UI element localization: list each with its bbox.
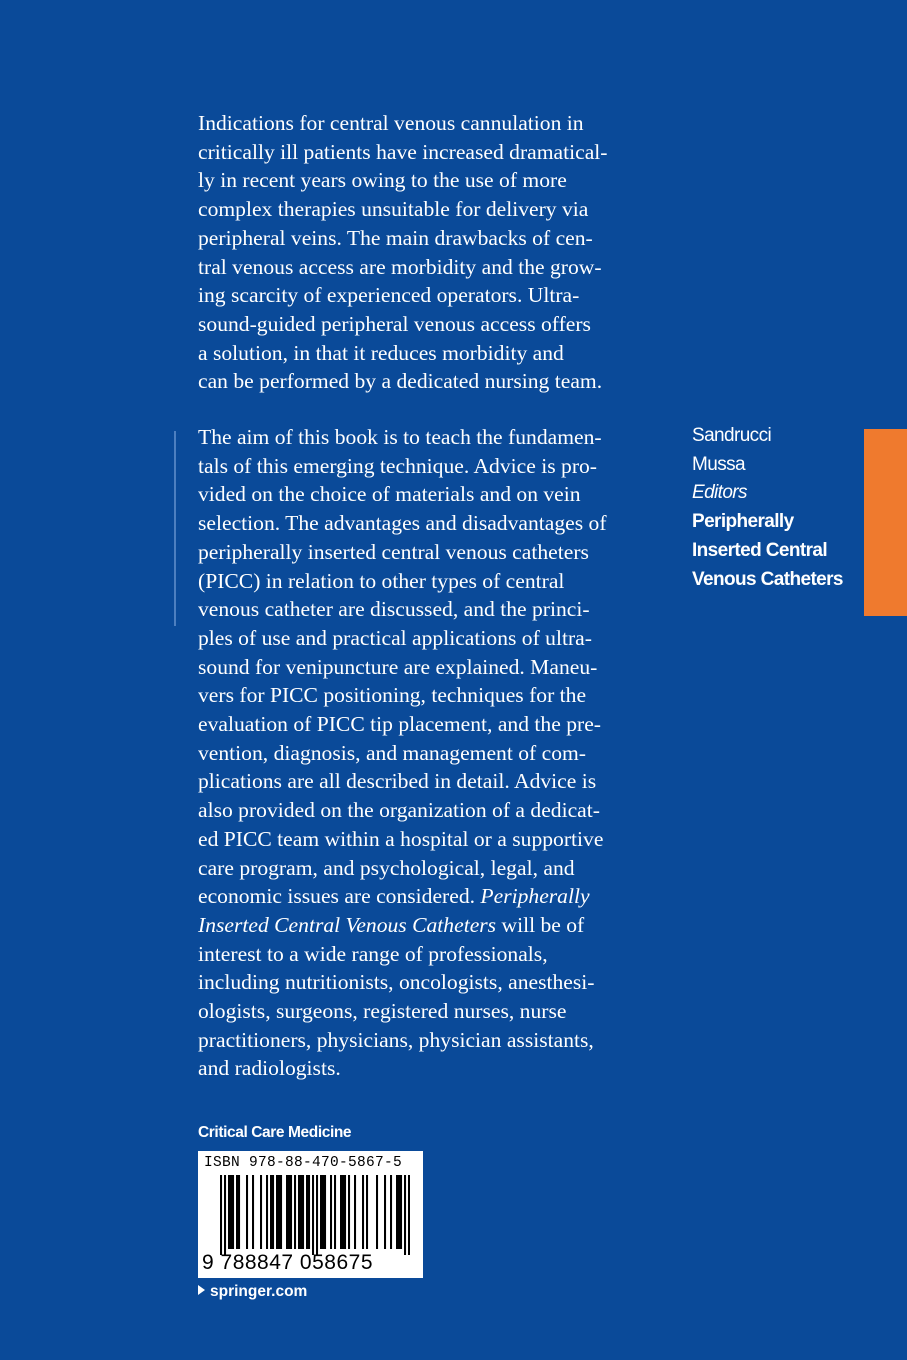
barcode-guard-bar bbox=[220, 1175, 222, 1255]
barcode-bar bbox=[322, 1175, 324, 1249]
barcode-guard-bar bbox=[316, 1175, 318, 1255]
barcode-bar bbox=[236, 1175, 238, 1249]
text-line: peripheral veins. The main drawbacks of cen- bbox=[198, 225, 593, 250]
vertical-rule bbox=[174, 431, 176, 626]
blurb-paragraph-1 bbox=[198, 109, 663, 396]
barcode-bar bbox=[400, 1175, 402, 1249]
barcode-bar bbox=[228, 1175, 230, 1249]
text-line: plications are all described in detail. Advice is bbox=[198, 769, 597, 794]
barcode-bar bbox=[278, 1175, 280, 1249]
series-name: Critical Care Medicine bbox=[198, 1124, 352, 1141]
barcode-guard-bar bbox=[312, 1175, 314, 1255]
book-title-line: Venous Catheters bbox=[692, 568, 843, 590]
text-line: including nutritionists, oncologists, anesthesi- bbox=[198, 970, 595, 995]
editor-name: Mussa bbox=[692, 453, 745, 475]
isbn-text: ISBN 978-88-470-5867-5 bbox=[204, 1155, 403, 1171]
barcode-bar bbox=[334, 1175, 336, 1249]
text-line: evaluation of PICC tip placement, and the pre- bbox=[198, 712, 601, 737]
barcode-bar bbox=[342, 1175, 344, 1249]
text-line: care program, and psychological, legal, and bbox=[198, 855, 575, 880]
barcode-bar bbox=[280, 1175, 282, 1249]
text-line: complex therapies unsuitable for delivery via bbox=[198, 197, 589, 222]
text-line: ples of use and practical applications of ultra- bbox=[198, 625, 592, 650]
barcode-bar bbox=[288, 1175, 290, 1249]
text-line: can be performed by a dedicated nursing team. bbox=[198, 369, 603, 394]
barcode-bar bbox=[344, 1175, 346, 1249]
barcode-bar bbox=[308, 1175, 310, 1249]
text-line: and radiologists. bbox=[198, 1056, 341, 1081]
text-line: tral venous access are morbidity and the grow- bbox=[198, 254, 602, 279]
barcode-guard-bar bbox=[224, 1175, 226, 1255]
barcode-bars bbox=[220, 1175, 410, 1255]
editor-name: Sandrucci bbox=[692, 425, 772, 446]
text-line: venous catheter are discussed, and the princi- bbox=[198, 597, 590, 622]
orange-edge-tab bbox=[864, 429, 907, 616]
barcode-guard-bar bbox=[408, 1175, 410, 1255]
text-line: The aim of this book is to teach the fundamen- bbox=[198, 425, 602, 449]
barcode-bar bbox=[396, 1175, 398, 1249]
barcode-bar bbox=[324, 1175, 326, 1249]
barcode-bar bbox=[232, 1175, 234, 1249]
barcode-bar bbox=[398, 1175, 400, 1249]
barcode-bar bbox=[384, 1175, 386, 1249]
book-title-line: Inserted Central bbox=[692, 539, 828, 561]
barcode-bar bbox=[300, 1175, 302, 1249]
barcode-bar bbox=[270, 1175, 272, 1249]
barcode-panel bbox=[198, 1151, 423, 1278]
book-title-italic: Peripherally bbox=[480, 884, 590, 909]
blurb-paragraph-2 bbox=[198, 423, 663, 1083]
barcode-bar bbox=[230, 1175, 232, 1249]
barcode-bar bbox=[306, 1175, 308, 1249]
barcode-bar bbox=[320, 1175, 322, 1249]
barcode-bar bbox=[354, 1175, 356, 1249]
text-line: sound for venipuncture are explained. Maneu- bbox=[198, 654, 598, 679]
text-line: a solution, in that it reduces morbidity and bbox=[198, 340, 564, 365]
text-line: vers for PICC positioning, techniques for the bbox=[198, 683, 587, 708]
side-title-block bbox=[692, 422, 843, 594]
text-line bbox=[198, 911, 663, 940]
text-line: ologists, surgeons, registered nurses, nurse bbox=[198, 999, 567, 1024]
barcode-bar bbox=[260, 1175, 262, 1249]
barcode-bar bbox=[302, 1175, 304, 1249]
barcode-bar bbox=[294, 1175, 296, 1249]
barcode-bar bbox=[290, 1175, 292, 1249]
barcode-bar bbox=[348, 1175, 350, 1249]
text-fragment: economic issues are considered. bbox=[198, 884, 481, 909]
text-fragment: will be of bbox=[496, 912, 585, 937]
ean-digits: 9 788847 058675 bbox=[202, 1251, 373, 1274]
barcode-bar bbox=[298, 1175, 300, 1249]
barcode-bar bbox=[340, 1175, 342, 1249]
barcode-bar bbox=[376, 1175, 378, 1249]
barcode-bar bbox=[276, 1175, 278, 1249]
text-line: Indications for central venous cannulation in bbox=[198, 111, 584, 135]
book-title-italic: Inserted Central Venous Catheters bbox=[198, 912, 497, 937]
text-line: interest to a wide range of professionals, bbox=[198, 941, 548, 966]
text-line: sound-guided peripheral venous access offers bbox=[198, 311, 591, 336]
barcode-bar bbox=[366, 1175, 368, 1249]
barcode-bar bbox=[252, 1175, 254, 1249]
barcode-guard-bar bbox=[404, 1175, 406, 1255]
text-line: also provided on the organization of a dedicat- bbox=[198, 798, 600, 823]
barcode-bar bbox=[266, 1175, 268, 1249]
text-line: ly in recent years owing to the use of more bbox=[198, 168, 567, 193]
barcode-bar bbox=[330, 1175, 332, 1249]
website-text: springer.com bbox=[210, 1283, 308, 1300]
book-title-line: Peripherally bbox=[692, 511, 794, 533]
text-line: peripherally inserted central venous catheters bbox=[198, 539, 589, 564]
text-line: vention, diagnosis, and management of com- bbox=[198, 740, 586, 765]
barcode-bar bbox=[390, 1175, 392, 1249]
text-line: ing scarcity of experienced operators. Ultra- bbox=[198, 283, 580, 308]
text-line: selection. The advantages and disadvantages of bbox=[198, 511, 607, 536]
editors-label: Editors bbox=[692, 482, 747, 504]
text-line: (PICC) in relation to other types of central bbox=[198, 568, 565, 593]
text-line: critically ill patients have increased dramatical- bbox=[198, 139, 608, 164]
website-link[interactable] bbox=[198, 1283, 307, 1301]
text-line: ed PICC team within a hospital or a supportive bbox=[198, 826, 604, 851]
barcode-bar bbox=[238, 1175, 240, 1249]
text-line: practitioners, physicians, physician assistants, bbox=[198, 1027, 594, 1052]
text-line: tals of this emerging technique. Advice is pro- bbox=[198, 453, 597, 478]
text-line: vided on the choice of materials and on vein bbox=[198, 482, 581, 507]
barcode-bar bbox=[362, 1175, 364, 1249]
arrow-right-icon bbox=[198, 1285, 205, 1295]
barcode-bar bbox=[286, 1175, 288, 1249]
barcode-bar bbox=[246, 1175, 248, 1249]
text-line bbox=[198, 882, 663, 911]
barcode-bar bbox=[272, 1175, 274, 1249]
